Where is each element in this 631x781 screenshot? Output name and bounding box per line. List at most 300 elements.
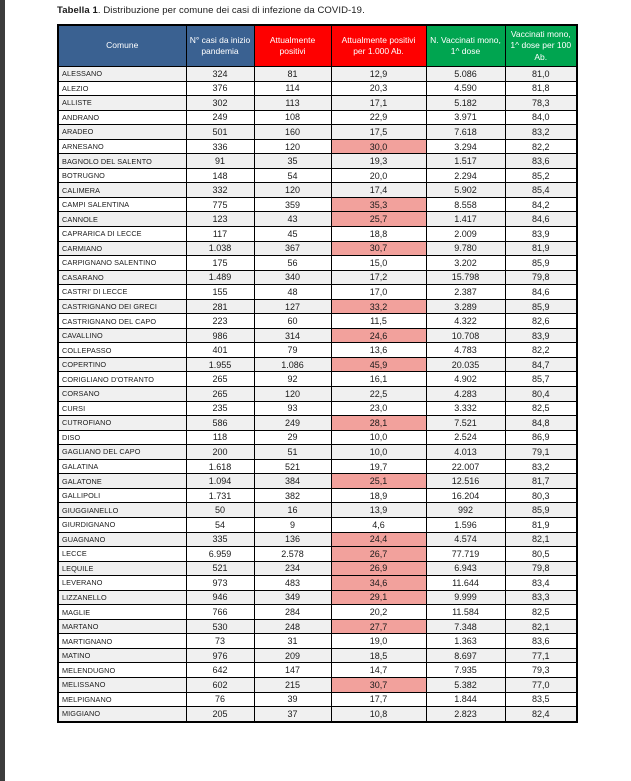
positivi-cell: 108	[254, 110, 331, 125]
vaccinati-cell: 3.289	[426, 299, 505, 314]
comune-cell: ALLISTE	[58, 96, 186, 111]
vaccinati-100-cell: 86,9	[505, 430, 577, 445]
vaccinati-100-cell: 81,9	[505, 517, 577, 532]
vaccinati-cell: 1.363	[426, 634, 505, 649]
comune-cell: CASTRI' DI LECCE	[58, 285, 186, 300]
vaccinati-cell: 16.204	[426, 488, 505, 503]
positivi-cell: 92	[254, 372, 331, 387]
vaccinati-100-cell: 84,0	[505, 110, 577, 125]
vaccinati-cell: 6.943	[426, 561, 505, 576]
vaccinati-100-cell: 79,8	[505, 270, 577, 285]
comune-cell: BAGNOLO DEL SALENTO	[58, 154, 186, 169]
comune-cell: ANDRANO	[58, 110, 186, 125]
comune-cell: CARPIGNANO SALENTINO	[58, 256, 186, 271]
positivi-cell: 37	[254, 707, 331, 722]
positivi-cell: 120	[254, 183, 331, 198]
table-row	[58, 270, 577, 285]
vaccinati-cell: 9.780	[426, 241, 505, 256]
table-row	[58, 212, 577, 227]
positivi-cell: 16	[254, 503, 331, 518]
header-casi-totali: N° casi da inizio pandemia	[186, 25, 254, 67]
positivi-cell: 521	[254, 459, 331, 474]
comune-cell: GUAGNANO	[58, 532, 186, 547]
positivi-1000-cell: 30,0	[331, 139, 426, 154]
vaccinati-100-cell: 81,8	[505, 81, 577, 96]
page-content	[57, 5, 577, 723]
table-row	[58, 314, 577, 329]
table-caption-number: Tabella 1	[57, 5, 98, 16]
vaccinati-cell: 7.618	[426, 125, 505, 140]
table-row	[58, 474, 577, 489]
vaccinati-100-cell: 79,1	[505, 445, 577, 460]
positivi-cell: 9	[254, 517, 331, 532]
vaccinati-100-cell: 83,4	[505, 576, 577, 591]
vaccinati-100-cell: 85,7	[505, 372, 577, 387]
vaccinati-100-cell: 81,7	[505, 474, 577, 489]
positivi-1000-cell: 24,4	[331, 532, 426, 547]
casi-cell: 401	[186, 343, 254, 358]
table-row	[58, 634, 577, 649]
vaccinati-100-cell: 82,2	[505, 139, 577, 154]
positivi-cell: 48	[254, 285, 331, 300]
vaccinati-100-cell: 80,5	[505, 547, 577, 562]
comune-cell: GALLIPOLI	[58, 488, 186, 503]
vaccinati-100-cell: 77,1	[505, 648, 577, 663]
positivi-cell: 81	[254, 67, 331, 82]
vaccinati-100-cell: 84,6	[505, 285, 577, 300]
vaccinati-cell: 3.202	[426, 256, 505, 271]
positivi-cell: 483	[254, 576, 331, 591]
comune-cell: LEVERANO	[58, 576, 186, 591]
comune-cell: LEQUILE	[58, 561, 186, 576]
vaccinati-cell: 15.798	[426, 270, 505, 285]
positivi-1000-cell: 34,6	[331, 576, 426, 591]
comune-cell: DISO	[58, 430, 186, 445]
positivi-cell: 29	[254, 430, 331, 445]
positivi-1000-cell: 35,3	[331, 197, 426, 212]
table-row	[58, 503, 577, 518]
vaccinati-100-cell: 82,5	[505, 401, 577, 416]
table-row	[58, 663, 577, 678]
comune-cell: CANNOLE	[58, 212, 186, 227]
table-row	[58, 110, 577, 125]
casi-cell: 530	[186, 619, 254, 634]
comune-cell: GIURDIGNANO	[58, 517, 186, 532]
positivi-1000-cell: 17,2	[331, 270, 426, 285]
comune-cell: GAGLIANO DEL CAPO	[58, 445, 186, 460]
vaccinati-cell: 7.521	[426, 416, 505, 431]
positivi-cell: 51	[254, 445, 331, 460]
casi-cell: 302	[186, 96, 254, 111]
positivi-1000-cell: 23,0	[331, 401, 426, 416]
comune-cell: MIGGIANO	[58, 707, 186, 722]
table-row	[58, 532, 577, 547]
header-positivi: Attualmente positivi	[254, 25, 331, 67]
vaccinati-100-cell: 83,3	[505, 590, 577, 605]
positivi-1000-cell: 16,1	[331, 372, 426, 387]
positivi-1000-cell: 30,7	[331, 677, 426, 692]
header-vaccinati: N. Vaccinati mono, 1^ dose	[426, 25, 505, 67]
vaccinati-100-cell: 84,7	[505, 357, 577, 372]
casi-cell: 91	[186, 154, 254, 169]
casi-cell: 1.955	[186, 357, 254, 372]
positivi-cell: 248	[254, 619, 331, 634]
table-row	[58, 285, 577, 300]
positivi-1000-cell: 17,5	[331, 125, 426, 140]
table-row	[58, 547, 577, 562]
positivi-1000-cell: 20,0	[331, 168, 426, 183]
vaccinati-100-cell: 83,5	[505, 692, 577, 707]
vaccinati-cell: 5.382	[426, 677, 505, 692]
vaccinati-100-cell: 85,4	[505, 183, 577, 198]
vaccinati-100-cell: 84,8	[505, 416, 577, 431]
comune-cell: CAPRARICA DI LECCE	[58, 227, 186, 242]
vaccinati-cell: 7.348	[426, 619, 505, 634]
positivi-1000-cell: 13,6	[331, 343, 426, 358]
positivi-1000-cell: 19,7	[331, 459, 426, 474]
positivi-1000-cell: 14,7	[331, 663, 426, 678]
vaccinati-cell: 2.823	[426, 707, 505, 722]
casi-cell: 235	[186, 401, 254, 416]
positivi-cell: 367	[254, 241, 331, 256]
vaccinati-100-cell: 83,9	[505, 227, 577, 242]
positivi-cell: 160	[254, 125, 331, 140]
positivi-cell: 349	[254, 590, 331, 605]
casi-cell: 200	[186, 445, 254, 460]
table-caption	[57, 5, 577, 16]
table-row	[58, 677, 577, 692]
positivi-1000-cell: 29,1	[331, 590, 426, 605]
positivi-cell: 120	[254, 139, 331, 154]
table-row	[58, 372, 577, 387]
table-row	[58, 692, 577, 707]
vaccinati-100-cell: 83,9	[505, 328, 577, 343]
positivi-1000-cell: 18,9	[331, 488, 426, 503]
table-body	[58, 67, 577, 722]
table-row	[58, 561, 577, 576]
positivi-1000-cell: 12,9	[331, 67, 426, 82]
vaccinati-cell: 4.574	[426, 532, 505, 547]
vaccinati-100-cell: 80,4	[505, 387, 577, 402]
casi-cell: 265	[186, 387, 254, 402]
positivi-cell: 114	[254, 81, 331, 96]
covid-distribution-table	[57, 24, 578, 723]
vaccinati-100-cell: 82,1	[505, 619, 577, 634]
positivi-cell: 54	[254, 168, 331, 183]
vaccinati-cell: 3.971	[426, 110, 505, 125]
positivi-cell: 209	[254, 648, 331, 663]
positivi-cell: 2.578	[254, 547, 331, 562]
vaccinati-cell: 20.035	[426, 357, 505, 372]
table-row	[58, 648, 577, 663]
table-row	[58, 125, 577, 140]
vaccinati-100-cell: 85,9	[505, 256, 577, 271]
positivi-1000-cell: 13,9	[331, 503, 426, 518]
positivi-cell: 234	[254, 561, 331, 576]
casi-cell: 54	[186, 517, 254, 532]
table-row	[58, 619, 577, 634]
casi-cell: 586	[186, 416, 254, 431]
table-row	[58, 197, 577, 212]
casi-cell: 155	[186, 285, 254, 300]
positivi-cell: 93	[254, 401, 331, 416]
positivi-cell: 249	[254, 416, 331, 431]
casi-cell: 332	[186, 183, 254, 198]
vaccinati-cell: 2.387	[426, 285, 505, 300]
vaccinati-100-cell: 79,8	[505, 561, 577, 576]
comune-cell: LIZZANELLO	[58, 590, 186, 605]
positivi-1000-cell: 20,2	[331, 605, 426, 620]
table-row	[58, 183, 577, 198]
comune-cell: MARTANO	[58, 619, 186, 634]
header-vaccinati-100: Vaccinati mono, 1^ dose per 100 Ab.	[505, 25, 577, 67]
table-row	[58, 517, 577, 532]
positivi-1000-cell: 25,7	[331, 212, 426, 227]
vaccinati-cell: 22.007	[426, 459, 505, 474]
comune-cell: MARTIGNANO	[58, 634, 186, 649]
casi-cell: 265	[186, 372, 254, 387]
casi-cell: 521	[186, 561, 254, 576]
positivi-1000-cell: 26,7	[331, 547, 426, 562]
comune-cell: ARNESANO	[58, 139, 186, 154]
casi-cell: 6.959	[186, 547, 254, 562]
vaccinati-cell: 77.719	[426, 547, 505, 562]
positivi-1000-cell: 33,2	[331, 299, 426, 314]
comune-cell: CAMPI SALENTINA	[58, 197, 186, 212]
vaccinati-100-cell: 85,9	[505, 299, 577, 314]
positivi-1000-cell: 19,0	[331, 634, 426, 649]
comune-cell: MAGLIE	[58, 605, 186, 620]
casi-cell: 123	[186, 212, 254, 227]
casi-cell: 602	[186, 677, 254, 692]
comune-cell: CARMIANO	[58, 241, 186, 256]
vaccinati-cell: 992	[426, 503, 505, 518]
table-row	[58, 227, 577, 242]
vaccinati-100-cell: 82,2	[505, 343, 577, 358]
positivi-cell: 60	[254, 314, 331, 329]
positivi-1000-cell: 10,0	[331, 430, 426, 445]
comune-cell: MELPIGNANO	[58, 692, 186, 707]
positivi-cell: 136	[254, 532, 331, 547]
casi-cell: 946	[186, 590, 254, 605]
vaccinati-cell: 2.009	[426, 227, 505, 242]
casi-cell: 642	[186, 663, 254, 678]
table-row	[58, 299, 577, 314]
table-row	[58, 445, 577, 460]
vaccinati-100-cell: 78,3	[505, 96, 577, 111]
vaccinati-cell: 1.517	[426, 154, 505, 169]
positivi-1000-cell: 17,1	[331, 96, 426, 111]
casi-cell: 335	[186, 532, 254, 547]
table-header	[58, 25, 577, 67]
table-row	[58, 343, 577, 358]
positivi-1000-cell: 22,9	[331, 110, 426, 125]
vaccinati-100-cell: 81,0	[505, 67, 577, 82]
casi-cell: 175	[186, 256, 254, 271]
vaccinati-cell: 4.590	[426, 81, 505, 96]
vaccinati-cell: 4.013	[426, 445, 505, 460]
casi-cell: 324	[186, 67, 254, 82]
casi-cell: 73	[186, 634, 254, 649]
positivi-1000-cell: 17,4	[331, 183, 426, 198]
positivi-cell: 1.086	[254, 357, 331, 372]
casi-cell: 117	[186, 227, 254, 242]
positivi-1000-cell: 15,0	[331, 256, 426, 271]
casi-cell: 1.038	[186, 241, 254, 256]
table-row	[58, 256, 577, 271]
table-row	[58, 96, 577, 111]
positivi-cell: 79	[254, 343, 331, 358]
vaccinati-cell: 7.935	[426, 663, 505, 678]
vaccinati-100-cell: 77,0	[505, 677, 577, 692]
comune-cell: MELENDUGNO	[58, 663, 186, 678]
vaccinati-100-cell: 82,1	[505, 532, 577, 547]
comune-cell: LECCE	[58, 547, 186, 562]
positivi-cell: 45	[254, 227, 331, 242]
vaccinati-cell: 8.697	[426, 648, 505, 663]
vaccinati-100-cell: 83,6	[505, 154, 577, 169]
positivi-cell: 340	[254, 270, 331, 285]
comune-cell: CASTRIGNANO DEI GRECI	[58, 299, 186, 314]
window-edge-strip	[0, 0, 5, 781]
vaccinati-100-cell: 84,2	[505, 197, 577, 212]
positivi-cell: 35	[254, 154, 331, 169]
vaccinati-cell: 5.086	[426, 67, 505, 82]
comune-cell: CORIGLIANO D'OTRANTO	[58, 372, 186, 387]
casi-cell: 973	[186, 576, 254, 591]
comune-cell: MELISSANO	[58, 677, 186, 692]
table-row	[58, 590, 577, 605]
positivi-1000-cell: 17,7	[331, 692, 426, 707]
vaccinati-cell: 4.283	[426, 387, 505, 402]
vaccinati-cell: 9.999	[426, 590, 505, 605]
vaccinati-100-cell: 85,9	[505, 503, 577, 518]
vaccinati-100-cell: 85,2	[505, 168, 577, 183]
comune-cell: GALATONE	[58, 474, 186, 489]
positivi-cell: 43	[254, 212, 331, 227]
vaccinati-cell: 5.182	[426, 96, 505, 111]
vaccinati-cell: 1.417	[426, 212, 505, 227]
table-row	[58, 154, 577, 169]
table-row	[58, 357, 577, 372]
table-caption-text: . Distribuzione per comune dei casi di infezione da COVID-19.	[97, 5, 365, 16]
table-row	[58, 168, 577, 183]
comune-cell: BOTRUGNO	[58, 168, 186, 183]
casi-cell: 1.094	[186, 474, 254, 489]
vaccinati-cell: 5.902	[426, 183, 505, 198]
vaccinati-cell: 11.644	[426, 576, 505, 591]
positivi-cell: 382	[254, 488, 331, 503]
table-row	[58, 430, 577, 445]
table-row	[58, 387, 577, 402]
casi-cell: 766	[186, 605, 254, 620]
comune-cell: CAVALLINO	[58, 328, 186, 343]
table-row	[58, 605, 577, 620]
positivi-1000-cell: 10,8	[331, 707, 426, 722]
positivi-cell: 113	[254, 96, 331, 111]
casi-cell: 336	[186, 139, 254, 154]
casi-cell: 205	[186, 707, 254, 722]
casi-cell: 281	[186, 299, 254, 314]
positivi-cell: 384	[254, 474, 331, 489]
table-row	[58, 67, 577, 82]
casi-cell: 376	[186, 81, 254, 96]
vaccinati-100-cell: 83,2	[505, 459, 577, 474]
comune-cell: CORSANO	[58, 387, 186, 402]
vaccinati-100-cell: 83,6	[505, 634, 577, 649]
positivi-1000-cell: 18,8	[331, 227, 426, 242]
casi-cell: 148	[186, 168, 254, 183]
casi-cell: 76	[186, 692, 254, 707]
positivi-1000-cell: 17,0	[331, 285, 426, 300]
positivi-1000-cell: 4,6	[331, 517, 426, 532]
vaccinati-cell: 12.516	[426, 474, 505, 489]
vaccinati-cell: 1.844	[426, 692, 505, 707]
vaccinati-cell: 2.294	[426, 168, 505, 183]
comune-cell: ARADEO	[58, 125, 186, 140]
positivi-1000-cell: 25,1	[331, 474, 426, 489]
casi-cell: 223	[186, 314, 254, 329]
positivi-1000-cell: 26,9	[331, 561, 426, 576]
vaccinati-cell: 4.322	[426, 314, 505, 329]
vaccinati-cell: 11.584	[426, 605, 505, 620]
comune-cell: CURSI	[58, 401, 186, 416]
positivi-cell: 127	[254, 299, 331, 314]
vaccinati-100-cell: 79,3	[505, 663, 577, 678]
positivi-1000-cell: 18,5	[331, 648, 426, 663]
casi-cell: 1.618	[186, 459, 254, 474]
positivi-cell: 120	[254, 387, 331, 402]
comune-cell: CALIMERA	[58, 183, 186, 198]
positivi-cell: 314	[254, 328, 331, 343]
positivi-1000-cell: 28,1	[331, 416, 426, 431]
table-row	[58, 488, 577, 503]
positivi-1000-cell: 19,3	[331, 154, 426, 169]
comune-cell: MATINO	[58, 648, 186, 663]
positivi-cell: 284	[254, 605, 331, 620]
vaccinati-cell: 2.524	[426, 430, 505, 445]
casi-cell: 976	[186, 648, 254, 663]
comune-cell: COPERTINO	[58, 357, 186, 372]
positivi-cell: 56	[254, 256, 331, 271]
header-positivi-1000: Attualmente positivi per 1.000 Ab.	[331, 25, 426, 67]
vaccinati-cell: 8.558	[426, 197, 505, 212]
vaccinati-cell: 10.708	[426, 328, 505, 343]
comune-cell: GIUGGIANELLO	[58, 503, 186, 518]
vaccinati-100-cell: 82,5	[505, 605, 577, 620]
casi-cell: 249	[186, 110, 254, 125]
vaccinati-100-cell: 82,6	[505, 314, 577, 329]
comune-cell: ALEZIO	[58, 81, 186, 96]
casi-cell: 118	[186, 430, 254, 445]
vaccinati-100-cell: 84,6	[505, 212, 577, 227]
casi-cell: 1.731	[186, 488, 254, 503]
table-row	[58, 401, 577, 416]
vaccinati-cell: 4.902	[426, 372, 505, 387]
casi-cell: 501	[186, 125, 254, 140]
positivi-cell: 359	[254, 197, 331, 212]
header-comune: Comune	[58, 25, 186, 67]
vaccinati-cell: 1.596	[426, 517, 505, 532]
table-row	[58, 81, 577, 96]
comune-cell: CASARANO	[58, 270, 186, 285]
table-row	[58, 707, 577, 722]
casi-cell: 775	[186, 197, 254, 212]
positivi-cell: 31	[254, 634, 331, 649]
casi-cell: 1.489	[186, 270, 254, 285]
vaccinati-cell: 3.294	[426, 139, 505, 154]
comune-cell: COLLEPASSO	[58, 343, 186, 358]
